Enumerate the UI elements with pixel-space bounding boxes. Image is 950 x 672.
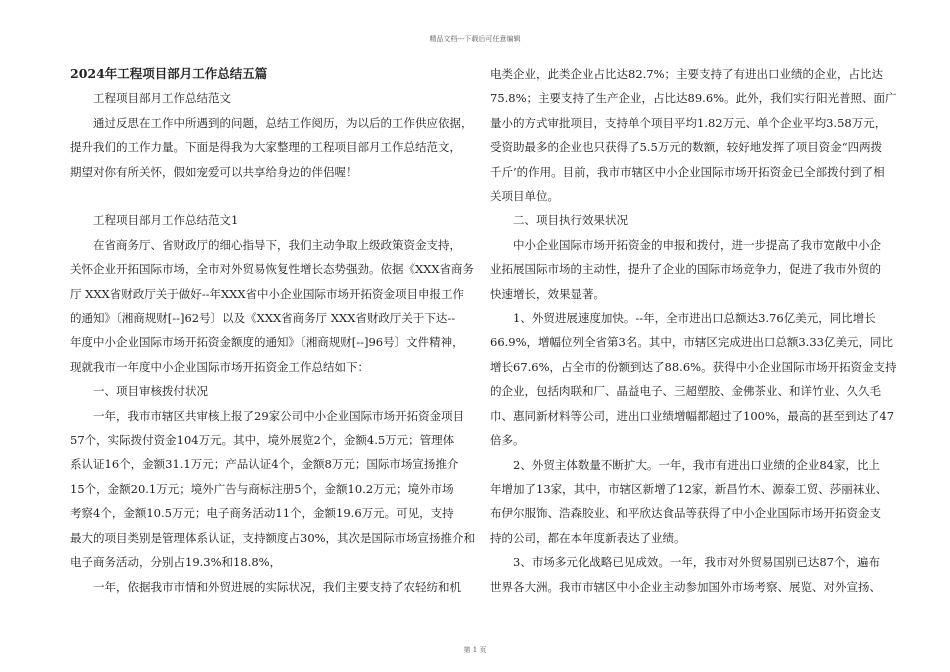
text-line: 提升我们的工作力量。下面是得我为大家整理的工程项目部月工作总结范文， — [70, 140, 461, 155]
text-line: 倍多。 — [490, 433, 525, 448]
text-line: 受资助最多的企业也只获得了5.5万元的数额，较好地发挥了项目资金“四两拨 — [490, 140, 883, 155]
text-line: 电子商务活动，分别占19.3%和18.8%， — [70, 555, 282, 570]
text-line: 一、项目审核拨付状况 — [93, 384, 208, 399]
text-line: 最大的项目类别是管理体系认证，支持额度占30%，其次是国际市场宣扬推介和 — [70, 530, 476, 545]
text-line: 二、项目执行效果状况 — [513, 213, 628, 228]
text-line: 15个，金额20.1万元；境外广告与商标注册5个，金额10.2万元；境外市场 — [70, 481, 454, 496]
text-line: 中小企业国际市场开拓资金的申报和拨付，进一步提高了我市宽敞中小企 — [513, 237, 881, 252]
text-line: 66.9%，增幅位列全省第3名。其中，市辖区完成进出口总额3.33亿美元，同比 — [490, 335, 893, 350]
text-line: 量小的方式审批项目，支持单个项目平均1.82万元、单个企业平均3.58万元， — [490, 115, 887, 130]
text-line: 厅 XXX省财政厅关于做好--年XXX省中小企业国际市场开拓资金项目申报工作 — [70, 286, 465, 301]
text-line: 巾、惠同新材料等公司，进出口业绩增幅都超过了100%，最高的甚至到达了47 — [490, 408, 895, 423]
text-line: 世界各大洲。我市市辖区中小企业主动参加国外市场考察、展览、对外宣扬、 — [490, 579, 881, 594]
text-line: 期望对你有所关怀，假如宠爱可以共享给身边的伴侣喔！ — [70, 164, 358, 179]
text-line: 57个，实际拨付资金104万元。其中，境外展览2个，金额4.5万元；管理体 — [70, 433, 455, 448]
text-line: 年度中小企业国际市场开拓资金额度的通知》〔湘商规财[--]96号〕文件精神， — [70, 335, 464, 350]
text-line: 增长67.6%，占全市的份额到达了88.6%。获得中小企业国际市场开拓资金支持 — [490, 359, 897, 374]
text-line: 3、市场多元化战略已见成效。一年，我市对外贸易国别已达87个，遍布 — [513, 555, 880, 570]
text-line: 业拓展国际市场的主动性，提升了企业的国际市场竞争力，促进了我市外贸的 — [490, 262, 881, 277]
blank-line — [70, 184, 456, 208]
text-line: 千斤’的作用。目前，我市市辖区中小企业国际市场开拓资金已全部拨付到了相 — [490, 164, 885, 179]
text-line: 考察4个，金额10.5万元；电子商务活动11个，金额19.6万元。可见，支持 — [70, 506, 454, 521]
page-number: 第 1 页 — [463, 646, 487, 654]
text-line: 持的公司，都在本年度新表达了业绩。 — [490, 530, 686, 545]
text-line: 工程项目部月工作总结范文 — [93, 91, 231, 106]
text-line: 的企业，包括肉联和厂、晶益电子、三超塑胶、金佛茶业、和详竹业、久久毛 — [490, 384, 881, 399]
text-line: 关项目单位。 — [490, 189, 559, 204]
text-line: 年增加了13家，其中，市辖区新增了12家，新昌竹木、源泰工贸、莎丽袜业、 — [490, 481, 888, 496]
text-line: 75.8%；主要支持了生产企业，占比达89.6%。此外，我们实行阳光普照、面广 — [490, 91, 897, 106]
text-line: 现就我市一年度中小企业国际市场开拓资金工作总结如下： — [70, 359, 369, 374]
text-line: 在省商务厅、省财政厅的细心指导下，我们主动争取上级政策资金支持， — [93, 237, 461, 252]
text-line: 1、外贸进展速度加快。--年，全市进出口总额达3.76亿美元，同比增长 — [513, 311, 876, 326]
page-header: 精品文档---下载后可任意编辑 — [429, 35, 521, 43]
text-line: 一年，依据我市市情和外贸进展的实际状况，我们主要支持了农轻纺和机 — [93, 579, 461, 594]
text-line: 一年，我市市辖区共审核上报了29家公司中小企业国际市场开拓资金项目 — [93, 408, 465, 423]
text-line: 工程项目部月工作总结范文1 — [93, 213, 239, 228]
text-line: 的通知》〔湘商规财[--]62号〕以及《XXX省商务厅 XXX省财政厅关于下达-- — [70, 311, 456, 326]
document-title: 2024年工程项目部月工作总结五篇 — [70, 66, 268, 81]
left-column — [70, 62, 476, 599]
text-line: 电类企业，此类企业占比达82.7%；主要支持了有进出口业绩的企业，占比达 — [490, 67, 884, 81]
text-line: 快速增长，效果显著。 — [490, 286, 605, 301]
text-line: 2、外贸主体数量不断扩大。一年，我市有进出口业绩的企业84家，比上 — [513, 457, 880, 472]
right-column — [490, 62, 897, 599]
text-line: 通过反思在工作中所遇到的问题，总结工作阅历，为以后的工作供应依据， — [93, 115, 473, 130]
text-line: 系认证16个，金额31.1万元；产品认证4个，金额8万元；国际市场宣扬推介 — [70, 457, 459, 472]
text-line: 布伊尔服饰、浩森胶业、和平欣达食品等获得了中小企业国际市场开拓资金支 — [490, 506, 881, 521]
text-line: 关怀企业开拓国际市场，全市对外贸易恢复性增长态势强劲。依据《XXX省商务 — [70, 262, 475, 277]
